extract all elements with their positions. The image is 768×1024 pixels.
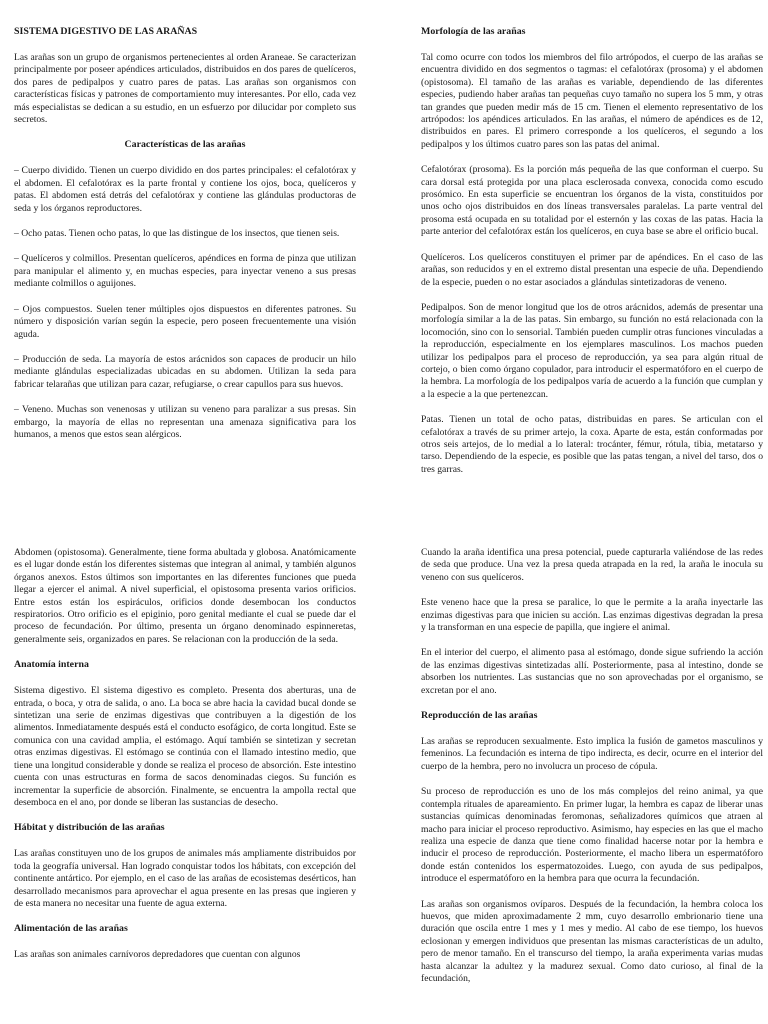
intro-paragraph: Las arañas son un grupo de organismos pertenecientes al orden Araneae. Se caracterizan principalmente por poseer apéndices articulados, distribuidos en dos pares de quelíceros, dos pares de pedipalpos y cuatro pares de patas. Las arañas son organismos con características físicas y patrones de comportamiento muy interesantes. Por ello, cada vez más especialistas se dedican a su estudio, en un esfuerzo por dilucidar por completo sus secretos. bbox=[14, 52, 356, 126]
list-item: – Veneno. Muchas son venenosas y utilizan su veneno para paralizar a sus presas. Sin embargo, la mayoría de ellas no representan una amenaza significativa para los humanos, a menos que estos sean alérgicos. bbox=[14, 404, 356, 440]
list-item: – Cuerpo dividido. Tienen un cuerpo dividido en dos partes principales: el cefalotórax y el abdomen. El cefalotórax es la parte frontal y contiene los ojos, boca, quelíceros y patas. El abdomen está detrás del cefalotórax y contiene las glándulas productoras de seda y los órganos reproductores. bbox=[14, 165, 356, 214]
capture-paragraph: Cuando la araña identifica una presa potencial, puede capturarla valiéndose de las redes de seda que produce. Una vez la presa queda atrapada en la red, la araña le inocula su veneno con sus quelíceros. bbox=[421, 547, 763, 583]
left-top-section bbox=[14, 26, 356, 454]
list-item: – Ojos compuestos. Suelen tener múltiples ojos dispuestos en diferentes patrones. Su número y disposición varían según la especie, pero poseen frecuentemente una visión aguda. bbox=[14, 303, 356, 340]
document-title: SISTEMA DIGESTIVO DE LAS ARAÑAS bbox=[14, 26, 198, 37]
reproduction-paragraph: Las arañas se reproducen sexualmente. Esto implica la fusión de gametos masculinos y femeninos. La fecundación es interna de tipo indirecta, es decir, ocurre en el interior del cuerpo de la hembra, pero no involucra un proceso de cópula. bbox=[421, 736, 763, 772]
anatomy-heading: Anatomía interna bbox=[14, 659, 89, 671]
venom-paragraph: Este veneno hace que la presa se paralice, lo que le permite a la araña inyectarle las enzimas digestivas para que inicien su acción. Las enzimas digestivas degradan la presa y la transforman en una especie de papilla, que ingiere el animal. bbox=[421, 597, 763, 634]
feeding-heading: Alimentación de las arañas bbox=[14, 923, 128, 935]
oviparous-paragraph: Las arañas son organismos ovíparos. Después de la fecundación, la hembra coloca los huevos, que miden aproximadamente 2 mm, cuyo desarrollo embrionario tiene una duración que oscila entre 1 mes y 1 mes y medio. Al cabo de ese tiempo, los huevos eclosionan y emergen individuos que presentan las mismas características de un adulto, pero de menor tamaño. En el transcurso del tiempo, la araña experimenta varias mudas hasta alcanzar la adultez y la madurez sexual. Como dato curioso, al final de la fecundación, bbox=[421, 898, 763, 984]
morphology-paragraph: Tal como ocurre con todos los miembros del filo artrópodos, el cuerpo de las arañas se encuentra dividido en dos segmentos o tagmas: el cefalotórax (prosoma) y el abdomen (opistosoma). El tamaño de las arañas es variable, dependiendo de las diferentes especies, pudiendo haber arañas tan pequeñas cuyo tamaño no supera los 5 mm, y otras tan grandes que pueden medir más de 15 cm. Tienen el elemento representativo de los artrópodos: los apéndices articulados. En las arañas, el número de apéndices es de 12, distribuidos en pares. El primero corresponde a los quelíceros, el segundo a los pedipalpos y los últimos cuatro pares son las patas del animal. bbox=[421, 52, 763, 150]
abdomen-paragraph: Abdomen (opistosoma). Generalmente, tiene forma abultada y globosa. Anatómicamente es el lugar donde están los diferentes sistemas que integran al animal, y también algunos órganos anexos. Estos últimos son importantes en las diferentes funciones que pueda llegar a ejercer el animal. A nivel superficial, el opistosoma presenta varios orificios. Entre estos están los espiráculos, orificios donde desembocan los conductos respiratorios. Otro orificio es el epiginio, poro genital mediante el cual se puede dar el proceso de fecundación. Por último, presenta un órgano denominado espinneretas, generalmente seis, organizados en pares. Se relacionan con la producción de la seda. bbox=[14, 547, 356, 645]
legs-paragraph: Patas. Tienen un total de ocho patas, distribuidas en pares. Se articulan con el cefalotórax a través de su primer artejo, la coxa. Aparte de esta, están conformadas por otros seis artejos, de lo medial a lo lateral: trocánter, fémur, rótula, tibia, metatarso y tarso. Dependiendo de la especie, es posible que las patas tengan, a nivel del tarso, dos o tres garras. bbox=[421, 414, 763, 475]
pedipalps-paragraph: Pedipalpos. Son de menor longitud que los de otros arácnidos, además de presentar una morfología similar a la de las patas. Sin embargo, su función no está relacionada con la locomoción, sino con lo sensorial. También pueden cumplir otras funciones vinculadas a la reproducción, especialmente en los ejemplares masculinos. Los machos pueden utilizar los pedipalpos para el proceso de reproducción, ya sea para algún ritual de cortejo, o bien como órgano copulador, para introducir el espermatóforo en el cuerpo de la hembra. La morfología de los pedipalpos varía de acuerdo a la función que cumplan y a la especie a la que pertenezcan. bbox=[421, 301, 763, 400]
characteristics-heading: Características de las arañas bbox=[124, 139, 246, 151]
list-item: – Producción de seda. La mayoría de estos arácnidos son capaces de producir un hilo mediante glándulas especializadas ubicadas en su abdomen. Utilizan la seda para fabricar telarañas que utilizan para cazar, refugiarse, o crear capullos para sus huevos. bbox=[14, 353, 356, 390]
digestion-paragraph: En el interior del cuerpo, el alimento pasa al estómago, donde sigue sufriendo la acción de las enzimas digestivas sintetizadas allí. Posteriormente, pasa al intestino, donde se absorben los nutrientes. Las sustancias que no son aprovechadas por el organismo, se excretan por el ano. bbox=[421, 647, 763, 696]
mating-paragraph: Su proceso de reproducción es uno de los más complejos del reino animal, ya que contempla rituales de apareamiento. En primer lugar, la hembra es capaz de liberar unas sustancias químicas denominadas feromonas, señalizadores químicos que atraen al macho para iniciar el proceso reproductivo. Asimismo, hay especies en las que el macho realiza una especie de danza que tiene como finalidad hacerse notar por la hembra e inducir el proceso de reproducción. Posteriormente, el macho libera un espermatóforo donde están contenidos los espermatozoides. Luego, con ayuda de sus pedipalpos, introduce el espermatóforo en la hembra para que ocurra la fecundación. bbox=[421, 786, 763, 885]
digestive-system-paragraph: Sistema digestivo. El sistema digestivo es completo. Presenta dos aberturas, una de entrada, o boca, y otra de salida, o ano. La boca se abre hacia la cavidad bucal donde se sintetizan una serie de enzimas digestivas que contribuyen a la digestión de los alimentos. Inmediatamente después está el conducto esofágico, de corta longitud. Este se comunica con una cavidad amplia, el estómago. Aquí también se sintetizan y secretan otras enzimas digestivas. El estómago se continúa con el llamado intestino medio, que tiene una longitud considerable y donde se realiza el proceso de absorción. Este intestino cuenta con unas estructuras en forma de sacos denominadas ciegos. Su función es incrementar la superficie de absorción. Finalmente, se encuentra la ampolla rectal que desemboca en el ano, por donde se liberan las sustancias de desecho. bbox=[14, 685, 356, 808]
right-top-section bbox=[421, 26, 763, 489]
list-item: – Ocho patas. Tienen ocho patas, lo que las distingue de los insectos, que tienen seis. bbox=[14, 228, 340, 240]
morphology-heading: Morfología de las arañas bbox=[421, 26, 526, 37]
cephalothorax-paragraph: Cefalotórax (prosoma). Es la porción más pequeña de las que conforman el cuerpo. Su cara dorsal está protegida por una placa esclerosada convexa, conocida como escudo prosómico. En esta superficie se encuentran los órganos de la vista, constituidos por unos ocho ojos distribuidos en dos líneas transversales paralelas. La parte ventral del prosoma está ocupada en su totalidad por el esternón y las coxas de las patas. Hacia la parte anterior del cefalotórax están los quelíceros, en cuya base se abre el orificio bucal. bbox=[421, 164, 763, 238]
chelicerae-paragraph: Quelíceros. Los quelíceros constituyen el primer par de apéndices. En el caso de las arañas, son reducidos y en el extremo distal presentan una especie de uña. Dependiendo de la especie, pueden o no estar asociados a glándulas sintetizadoras de veneno. bbox=[421, 251, 763, 288]
reproduction-heading: Reproducción de las arañas bbox=[421, 710, 538, 722]
habitat-paragraph: Las arañas constituyen uno de los grupos de animales más ampliamente distribuidos por toda la geografía universal. Han logrado conquistar todos los hábitats, con excepción del continente antártico. Por ejemplo, en el caso de las arañas de ecosistemas desérticos, han desarrollado mecanismos para aprovechar el agua presente en las presas que ingieren y de esta manera no necesitar una fuente de agua externa. bbox=[14, 848, 356, 909]
list-item: – Quelíceros y colmillos. Presentan quelíceros, apéndices en forma de pinza que utilizan para manipular el alimento y, en muchas especies, para inyectar veneno a sus presas mediante colmillos o aguijones. bbox=[14, 253, 356, 290]
feeding-paragraph: Las arañas son animales carnívoros depredadores que cuentan con algunos bbox=[14, 949, 301, 961]
habitat-heading: Hábitat y distribución de las arañas bbox=[14, 822, 165, 834]
left-bottom-section bbox=[14, 547, 356, 1024]
right-bottom-section bbox=[421, 547, 763, 1024]
